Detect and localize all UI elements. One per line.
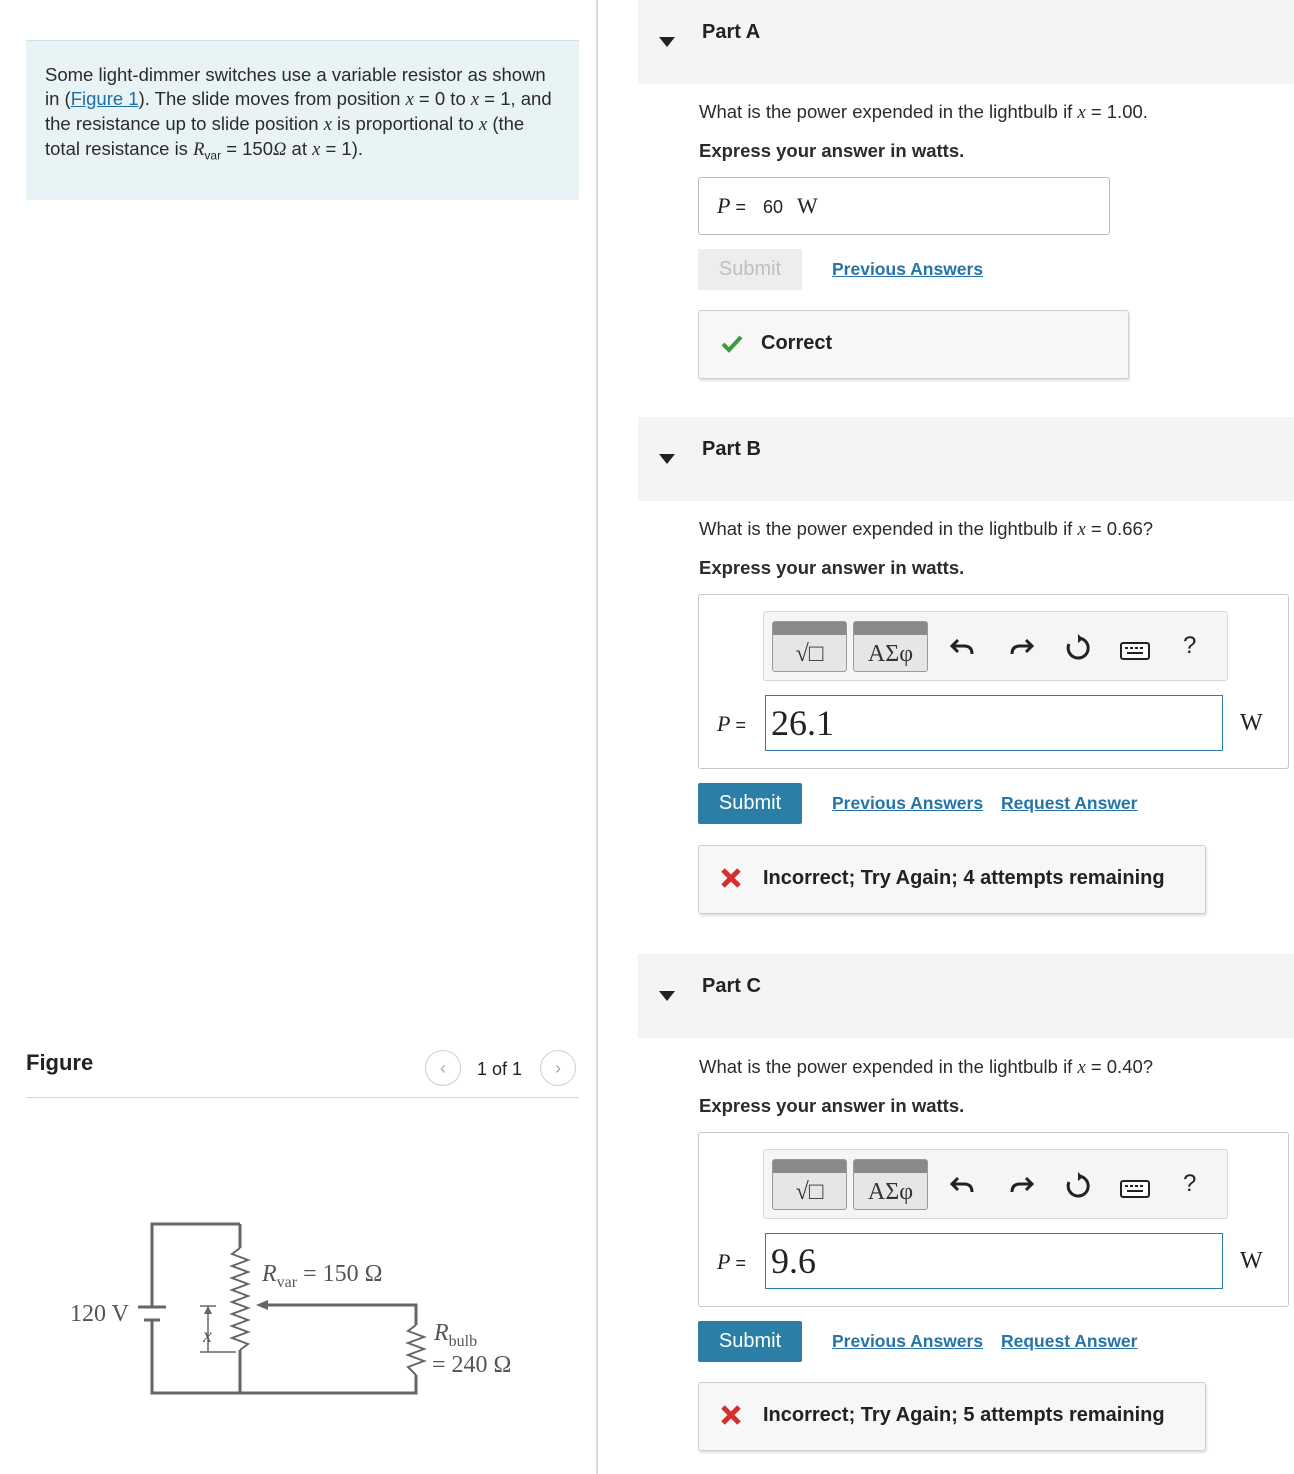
answer-symbol: P [717,193,731,218]
question-text: What is the power expended in the lightbulb if [699,1056,1078,1077]
math-var: x [1077,103,1086,123]
part-c-previous-answers-link[interactable]: Previous Answers [832,1331,984,1351]
part-a-header[interactable] [638,0,1294,84]
previous-figure-button[interactable] [425,1050,461,1086]
answer-symbol: P [717,1249,731,1274]
answer-equals: = [730,715,746,735]
part-a-title: Part A [702,21,761,43]
intro-text: ). The slide moves from position [138,88,406,109]
rvar-label-sub: var [276,1274,298,1291]
math-var: x [323,115,332,135]
part-b-header[interactable] [638,417,1294,501]
circuit-diagram [60,1210,540,1410]
part-b-submit-button[interactable]: Submit [698,783,802,824]
answer-unit: W [1240,1248,1263,1274]
part-b-question [699,518,1153,541]
part-c-answer-input[interactable]: 9.6 [765,1233,1223,1289]
collapse-triangle-icon [659,37,675,47]
question-text: What is the power expended in the lightbulb if [699,518,1078,539]
part-c-question [699,1056,1153,1079]
templates-icon: √□ [795,641,824,667]
collapse-triangle-icon [659,454,675,464]
rbulb-label-value: = 240 Ω [432,1352,512,1378]
part-a-answer-box [698,177,1110,235]
question-text: = 1.00. [1085,101,1148,122]
collapse-triangle-icon [659,991,675,1001]
svg-text:Rbulb [433,1320,477,1350]
part-b-answer-editor [698,594,1289,769]
rvar-label-symbol: R [262,1261,277,1287]
redo-icon[interactable] [1008,634,1034,660]
answer-unit: W [1240,710,1263,736]
question-text: = 0.40? [1085,1056,1154,1077]
part-a-feedback [698,310,1129,379]
part-c-header[interactable] [638,954,1294,1038]
templates-button[interactable] [772,621,847,672]
part-b-previous-answers-link[interactable]: Previous Answers [832,793,984,813]
math-var: x [1077,520,1086,540]
answer-unit: W [797,193,818,218]
math-var: R [193,140,205,160]
part-b-instruction: Express your answer in watts. [699,557,965,578]
intro-text: at [286,138,313,159]
reset-icon[interactable] [1064,634,1092,662]
rvar-label-value: = 150 Ω [297,1261,383,1287]
greek-icon: ΑΣφ [867,641,914,667]
math-var: Ω [273,140,287,160]
greek-symbols-button[interactable] [853,1159,928,1210]
source-voltage-label: 120 V [70,1301,129,1327]
problem-pane [0,0,598,1474]
problem-statement [26,40,579,200]
wire [152,1320,416,1393]
part-a-submit-button: Submit [698,249,802,290]
part-c-request-answer-link[interactable]: Request Answer [1001,1331,1138,1351]
x-mark-icon [719,1403,743,1427]
x-mark-icon [719,866,743,890]
intro-text: = 150 [221,138,274,159]
math-var: x [312,140,321,160]
math-var: x [470,90,480,110]
part-a-answer-value: 60 [763,197,784,217]
feedback-text: Incorrect; Try Again; 5 attempts remaining [763,1404,1165,1426]
question-text: What is the power expended in the lightbulb if [699,101,1078,122]
keyboard-icon[interactable] [1120,642,1150,660]
help-icon[interactable]: ? [1183,632,1197,659]
answer-equals: = [730,1253,746,1273]
math-subscript: var [204,148,222,163]
math-var: x [478,115,488,135]
part-b-title: Part B [702,438,761,460]
greek-symbols-button[interactable] [853,621,928,672]
figure-header [26,1046,579,1098]
part-a-instruction: Express your answer in watts. [699,140,965,161]
rbulb-label-symbol: R [434,1320,449,1346]
keyboard-icon[interactable] [1120,1180,1150,1198]
templates-button[interactable] [772,1159,847,1210]
intro-text: Some light-dimmer switches use a variable resistor as shown in ( [45,64,546,109]
next-figure-button[interactable] [540,1050,576,1086]
part-c-submit-button[interactable]: Submit [698,1321,802,1362]
feedback-text: Incorrect; Try Again; 4 attempts remaining [763,867,1165,889]
x-label: x [203,1325,212,1347]
intro-text: = 1, and the resistance up to slide position [45,88,552,134]
help-icon[interactable]: ? [1183,1170,1197,1197]
part-c-instruction: Express your answer in watts. [699,1095,965,1116]
svg-text:Rvar = 150 Ω [261,1261,382,1291]
figure-title: Figure [26,1050,94,1075]
part-b-answer-input[interactable]: 26.1 [765,695,1223,751]
intro-text: = 1). [320,138,364,159]
answer-equals: = [730,197,746,217]
templates-icon: √□ [795,1179,824,1205]
figure-pager-label: 1 of 1 [477,1059,523,1079]
part-a-question [699,101,1148,124]
answer-symbol: P [717,711,731,736]
bulb-resistor [408,1325,424,1375]
intro-text: (the total resistance is [45,113,525,159]
undo-icon[interactable] [950,634,976,660]
rbulb-label-sub: bulb [448,1333,478,1350]
math-var: x [405,90,414,110]
undo-icon[interactable] [950,1172,976,1198]
greek-icon: ΑΣφ [867,1179,914,1205]
part-c-answer-editor [698,1132,1289,1307]
part-c-title: Part C [702,975,761,997]
figure-link[interactable]: Figure 1 [70,88,139,109]
dimension-arrow-icon [204,1306,212,1314]
part-a-previous-answers-link[interactable]: Previous Answers [832,259,984,279]
slider-wire [264,1305,416,1325]
math-toolbar [763,611,1228,681]
slider-arrow-icon [256,1300,268,1310]
part-c-feedback [698,1382,1206,1451]
math-toolbar [763,1149,1228,1219]
question-text: = 0.66? [1085,518,1154,539]
wire [152,1224,240,1307]
intro-text: is proportional to [331,113,479,134]
chevron-left-icon: ‹ [440,1058,446,1078]
checkmark-icon [719,331,745,357]
part-b-feedback [698,845,1206,914]
redo-icon[interactable] [1008,1172,1034,1198]
feedback-text: Correct [761,332,833,354]
variable-resistor [232,1248,248,1350]
math-var: x [1077,1058,1086,1078]
part-b-request-answer-link[interactable]: Request Answer [1001,793,1138,813]
intro-text: = 0 to [413,88,471,109]
reset-icon[interactable] [1064,1172,1092,1200]
chevron-right-icon: › [555,1058,561,1078]
